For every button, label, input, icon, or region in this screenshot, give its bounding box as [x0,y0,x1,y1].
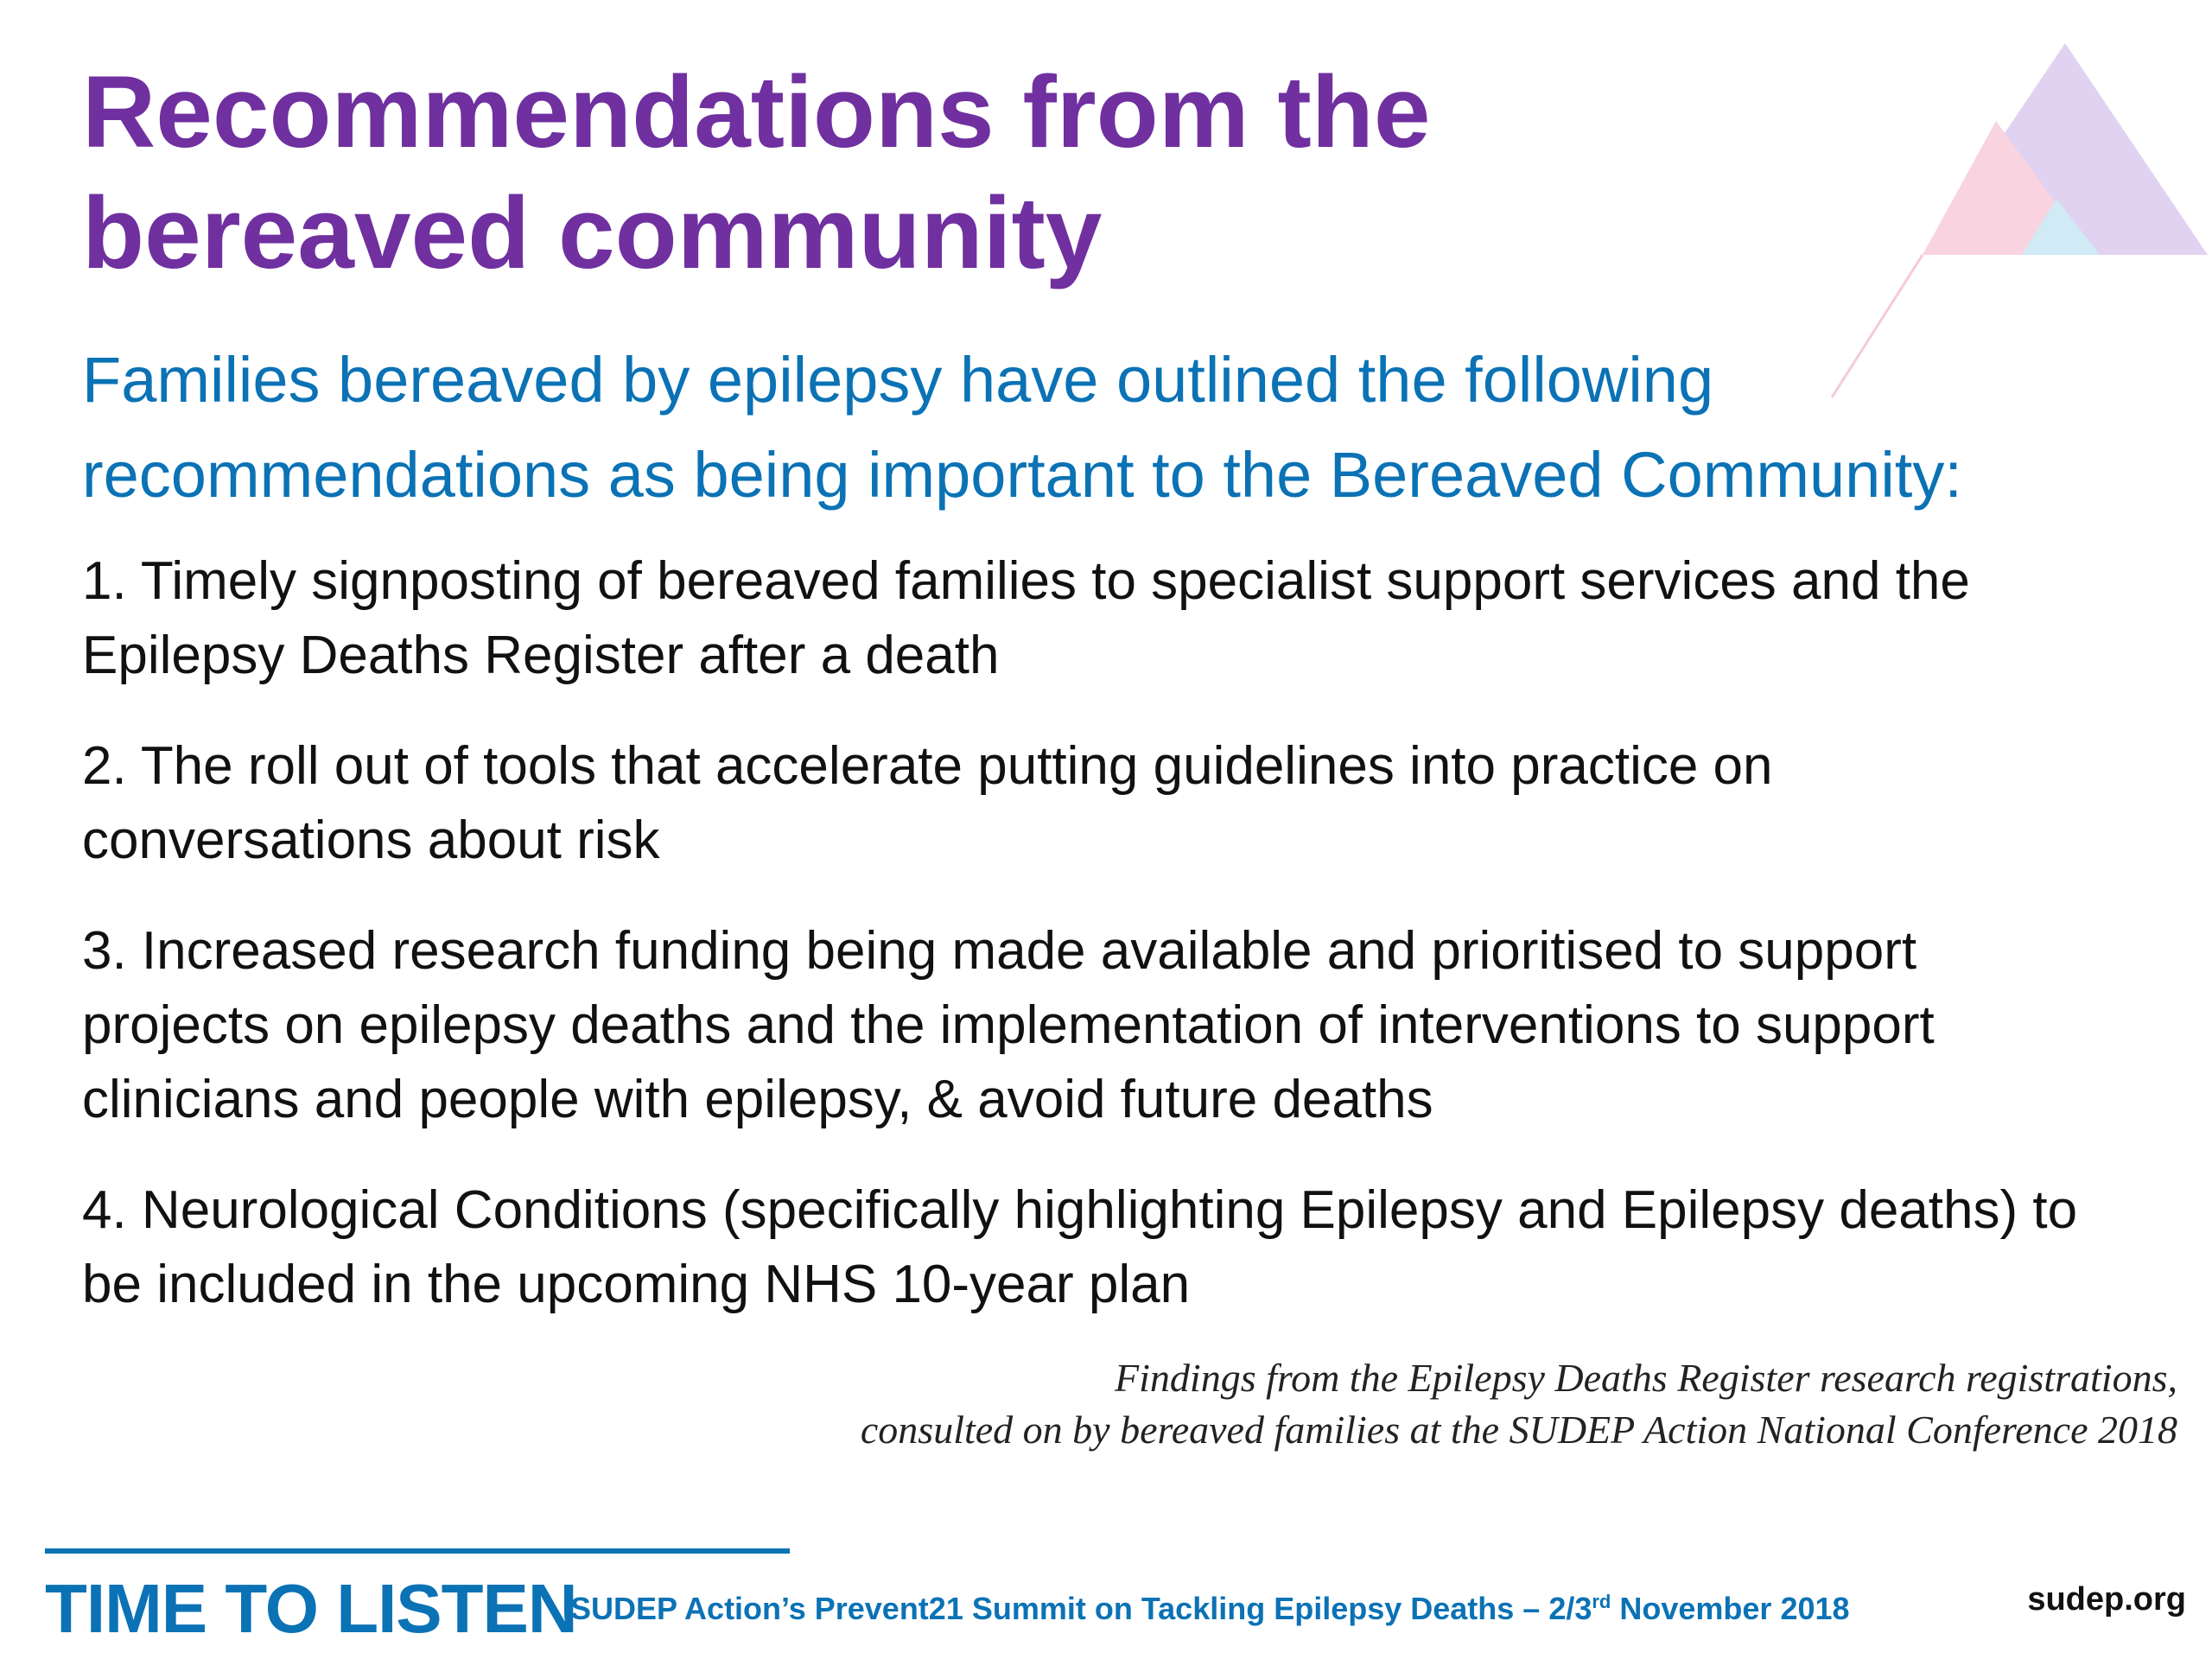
recommendations-list [82,544,2199,1358]
rec-3-line-1: 3. Increased research funding being made available and prioritised to support [82,921,1917,981]
rec-2-line-2: conversations about risk [82,810,660,870]
footer-event-text [570,1582,1850,1629]
rec-3-line-2: projects on epilepsy deaths and the implementation of interventions to support [82,995,1935,1055]
recommendation-2 [82,729,2199,878]
source-citation [536,1352,2177,1456]
recommendation-4 [82,1173,2199,1322]
rec-3-line-3: clinicians and people with epilepsy, & avoid future deaths [82,1070,1433,1129]
rec-1-line-1: 1. Timely signposting of bereaved families to specialist support services and the [82,551,1970,611]
footer-website: sudep.org [2027,1581,2186,1618]
rec-1-line-2: Epilepsy Deaths Register after a death [82,626,1000,685]
citation-line-2: consulted on by bereaved families at the SUDEP Action National Conference 2018 [860,1408,2177,1452]
footer-divider [45,1548,790,1554]
intro-line-1: Families bereaved by epilepsy have outlined the following [82,344,1714,416]
intro-line-2: recommendations as being important to the Bereaved Community: [82,439,1962,511]
recommendation-3 [82,914,2199,1137]
citation-line-1: Findings from the Epilepsy Deaths Register research registrations, [1115,1356,2177,1400]
title-line-1: Recommendations from the [82,55,1431,169]
page-title [82,52,1810,294]
title-line-2: bereaved community [82,176,1103,290]
rec-4-line-1: 4. Neurological Conditions (specifically highlighting Epilepsy and Epilepsy deaths) to [82,1180,2078,1240]
rec-4-line-2: be included in the upcoming NHS 10-year plan [82,1255,1191,1314]
recommendation-1 [82,544,2199,693]
event-text-ordinal: rd [1592,1591,1611,1612]
event-text-date: November 2018 [1611,1591,1850,1626]
footer-brand: TIME TO LISTEN [45,1570,577,1647]
rec-2-line-1: 2. The roll out of tools that accelerate putting guidelines into practice on [82,736,1773,796]
intro-text [82,333,2156,523]
event-text-main: SUDEP Action’s Prevent21 Summit on Tackling Epilepsy Deaths – 2/3 [570,1591,1592,1626]
